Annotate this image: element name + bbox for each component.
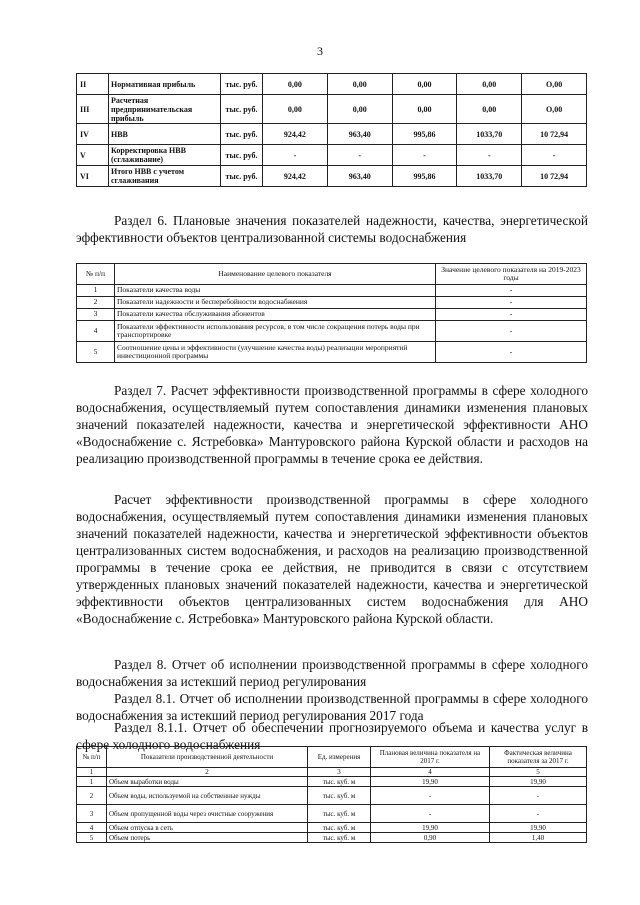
row-value: - <box>436 342 587 363</box>
row-value-2: - <box>327 145 392 166</box>
row-value-1: 0,00 <box>263 74 328 95</box>
row-name: Нормативная прибыль <box>109 74 221 95</box>
row-value-4: 0,00 <box>457 74 522 95</box>
row-value: - <box>436 309 587 321</box>
row-number: V <box>77 145 109 166</box>
column-number: 4 <box>371 768 490 777</box>
row-value: - <box>436 285 587 297</box>
row-number: 3 <box>77 805 107 823</box>
table-row <box>77 823 587 833</box>
row-value-5: 10 72,94 <box>522 124 587 145</box>
row-value-3: 0,00 <box>392 95 457 124</box>
row-number: 4 <box>77 321 115 342</box>
row-name: Объем потерь <box>107 833 308 843</box>
section-7-heading: Раздел 7. Расчет эффективности производственной программы в сфере холодного водоснабжения, осуществляемый путем сопоставления динамики изменения плановых значений показателей надежности, качества и энергетической эффективности АНО «Водоснабжение с. Ястребовка» Мантуровского района Курской области и расходов на реализацию производственной программы в течение срока ее действия. <box>76 383 588 466</box>
section-8-1-1-heading: Раздел 8.1.1. Отчет об обеспечении прогнозируемого объема и качества услуг в сфере холодного водоснабжения <box>76 720 588 752</box>
section-8-heading: Раздел 8. Отчет об исполнении производственной программы в сфере холодного водоснабжения за истекший период регулирования <box>76 657 588 689</box>
row-value-3: 0,00 <box>392 74 457 95</box>
row-number: 4 <box>77 823 107 833</box>
table-row <box>77 309 587 321</box>
table-row <box>77 297 587 309</box>
row-value-2: 963,40 <box>327 166 392 187</box>
header-name: Наименование целевого показателя <box>115 264 436 285</box>
column-number: 3 <box>308 768 371 777</box>
row-fact: 1,40 <box>490 833 587 843</box>
header-num: № п/п <box>77 747 107 768</box>
table-row <box>77 321 587 342</box>
row-name: Показатели качества воды <box>115 285 436 297</box>
column-number: 1 <box>77 768 107 777</box>
section-6-heading: Раздел 6. Плановые значения показателей надежности, качества, энергетической эффективности объектов централизованной системы водоснабжения <box>76 213 588 245</box>
row-number: III <box>77 95 109 124</box>
row-value-1: 924,42 <box>263 166 328 187</box>
row-number: 2 <box>77 297 115 309</box>
column-numbers-row <box>77 768 587 777</box>
row-unit: тыс. куб. м <box>308 805 371 823</box>
row-value-5: О,00 <box>522 95 587 124</box>
row-number: 3 <box>77 309 115 321</box>
table-row <box>77 166 587 187</box>
row-name: Расчетная предпринимательская прибыль <box>109 95 221 124</box>
row-value-1: 0,00 <box>263 95 328 124</box>
row-unit: тыс. руб. <box>221 74 263 95</box>
table-row <box>77 805 587 823</box>
row-name: Объем пропущенной воды через очистные сооружения <box>107 805 308 823</box>
table-header-row <box>77 264 587 285</box>
header-unit: Ед. измерения <box>308 747 371 768</box>
row-value-3: 995,86 <box>392 124 457 145</box>
row-value-5: - <box>522 145 587 166</box>
row-plan: - <box>371 805 490 823</box>
row-name: Итого НВВ с учетом сглаживания <box>109 166 221 187</box>
row-value-4: 1033,70 <box>457 124 522 145</box>
row-value-4: 0,00 <box>457 95 522 124</box>
row-name: Показатели эффективности использования ресурсов, в том числе сокращения потерь воды при транспортировке <box>115 321 436 342</box>
finance-table <box>76 73 587 187</box>
row-name: Корректировка НВВ (сглаживание) <box>109 145 221 166</box>
column-number: 2 <box>107 768 308 777</box>
table-header-row <box>77 747 587 768</box>
row-value-5: 10 72,94 <box>522 166 587 187</box>
row-plan: 0,90 <box>371 833 490 843</box>
row-unit: тыс. куб. м <box>308 787 371 805</box>
column-number: 5 <box>490 768 587 777</box>
row-unit: тыс. руб. <box>221 145 263 166</box>
row-value-2: 963,40 <box>327 124 392 145</box>
page-number: 3 <box>317 44 323 58</box>
section-8-1-heading: Раздел 8.1. Отчет об исполнении производственной программы в сфере холодного водоснабжения за истекший период регулирования 2017 года <box>76 691 588 723</box>
header-fact: Фактическая величина показателя за 2017 г. <box>490 747 587 768</box>
section-7-text: Расчет эффективности производственной программы в сфере холодного водоснабжения, осуществляемый путем сопоставления динамики изменения плановых значений показателей надежности, качества и энергетической эффективности объектов централизованных систем водоснабжения, и расходов на реализацию производственной программы в течение срока ее действия, не приводится в связи с отсутствием утвержденных плановых значений показателей надежности, качества и энергетической эффективности объектов централизованных систем водоснабжения для АНО «Водоснабжение с. Ястребовка» Мантуровского района Курской области. <box>76 492 588 626</box>
table-row <box>77 285 587 297</box>
row-value-2: 0,00 <box>327 95 392 124</box>
row-value-4: 1033,70 <box>457 166 522 187</box>
row-plan: 19,90 <box>371 823 490 833</box>
indicators-table <box>76 263 587 363</box>
row-fact: 19,90 <box>490 823 587 833</box>
table-row <box>77 342 587 363</box>
row-fact: - <box>490 805 587 823</box>
row-value: - <box>436 321 587 342</box>
row-value-2: 0,00 <box>327 74 392 95</box>
table-row <box>77 833 587 843</box>
table-row <box>77 777 587 787</box>
table-row <box>77 95 587 124</box>
row-unit: тыс. куб. м <box>308 833 371 843</box>
row-value-4: - <box>457 145 522 166</box>
row-value-3: - <box>392 145 457 166</box>
row-plan: - <box>371 787 490 805</box>
row-name: НВВ <box>109 124 221 145</box>
row-number: 2 <box>77 787 107 805</box>
row-plan: 19,90 <box>371 777 490 787</box>
row-number: VI <box>77 166 109 187</box>
row-name: Показатели качества обслуживания абонентов <box>115 309 436 321</box>
row-value-5: О,00 <box>522 74 587 95</box>
row-number: 1 <box>77 285 115 297</box>
row-fact: - <box>490 787 587 805</box>
table-row <box>77 145 587 166</box>
header-name: Показатели производственной деятельности <box>107 747 308 768</box>
row-fact: 19,90 <box>490 777 587 787</box>
row-number: IV <box>77 124 109 145</box>
row-unit: тыс. руб. <box>221 95 263 124</box>
row-value-3: 995,86 <box>392 166 457 187</box>
row-number: 5 <box>77 833 107 843</box>
header-num: № п/п <box>77 264 115 285</box>
row-value: - <box>436 297 587 309</box>
row-name: Показатели надежности и бесперебойности водоснабжения <box>115 297 436 309</box>
table-row <box>77 74 587 95</box>
report-table <box>76 746 587 843</box>
table-row <box>77 787 587 805</box>
row-unit: тыс. руб. <box>221 166 263 187</box>
row-name: Объем отпуска в сеть <box>107 823 308 833</box>
row-name: Соотношение цены и эффективности (улучшение качества воды) реализации мероприятий инвестиционной программы <box>115 342 436 363</box>
row-unit: тыс. куб. м <box>308 823 371 833</box>
table-row <box>77 124 587 145</box>
row-unit: тыс. руб. <box>221 124 263 145</box>
row-name: Объем воды, используемой на собственные нужды <box>107 787 308 805</box>
row-number: II <box>77 74 109 95</box>
header-value: Значение целевого показателя на 2019-2023 годы <box>436 264 587 285</box>
header-plan: Плановая величина показателя на 2017 г. <box>371 747 490 768</box>
row-value-1: 924,42 <box>263 124 328 145</box>
row-unit: тыс. куб. м <box>308 777 371 787</box>
row-number: 1 <box>77 777 107 787</box>
row-number: 5 <box>77 342 115 363</box>
row-name: Объем выработки воды <box>107 777 308 787</box>
row-value-1: - <box>263 145 328 166</box>
